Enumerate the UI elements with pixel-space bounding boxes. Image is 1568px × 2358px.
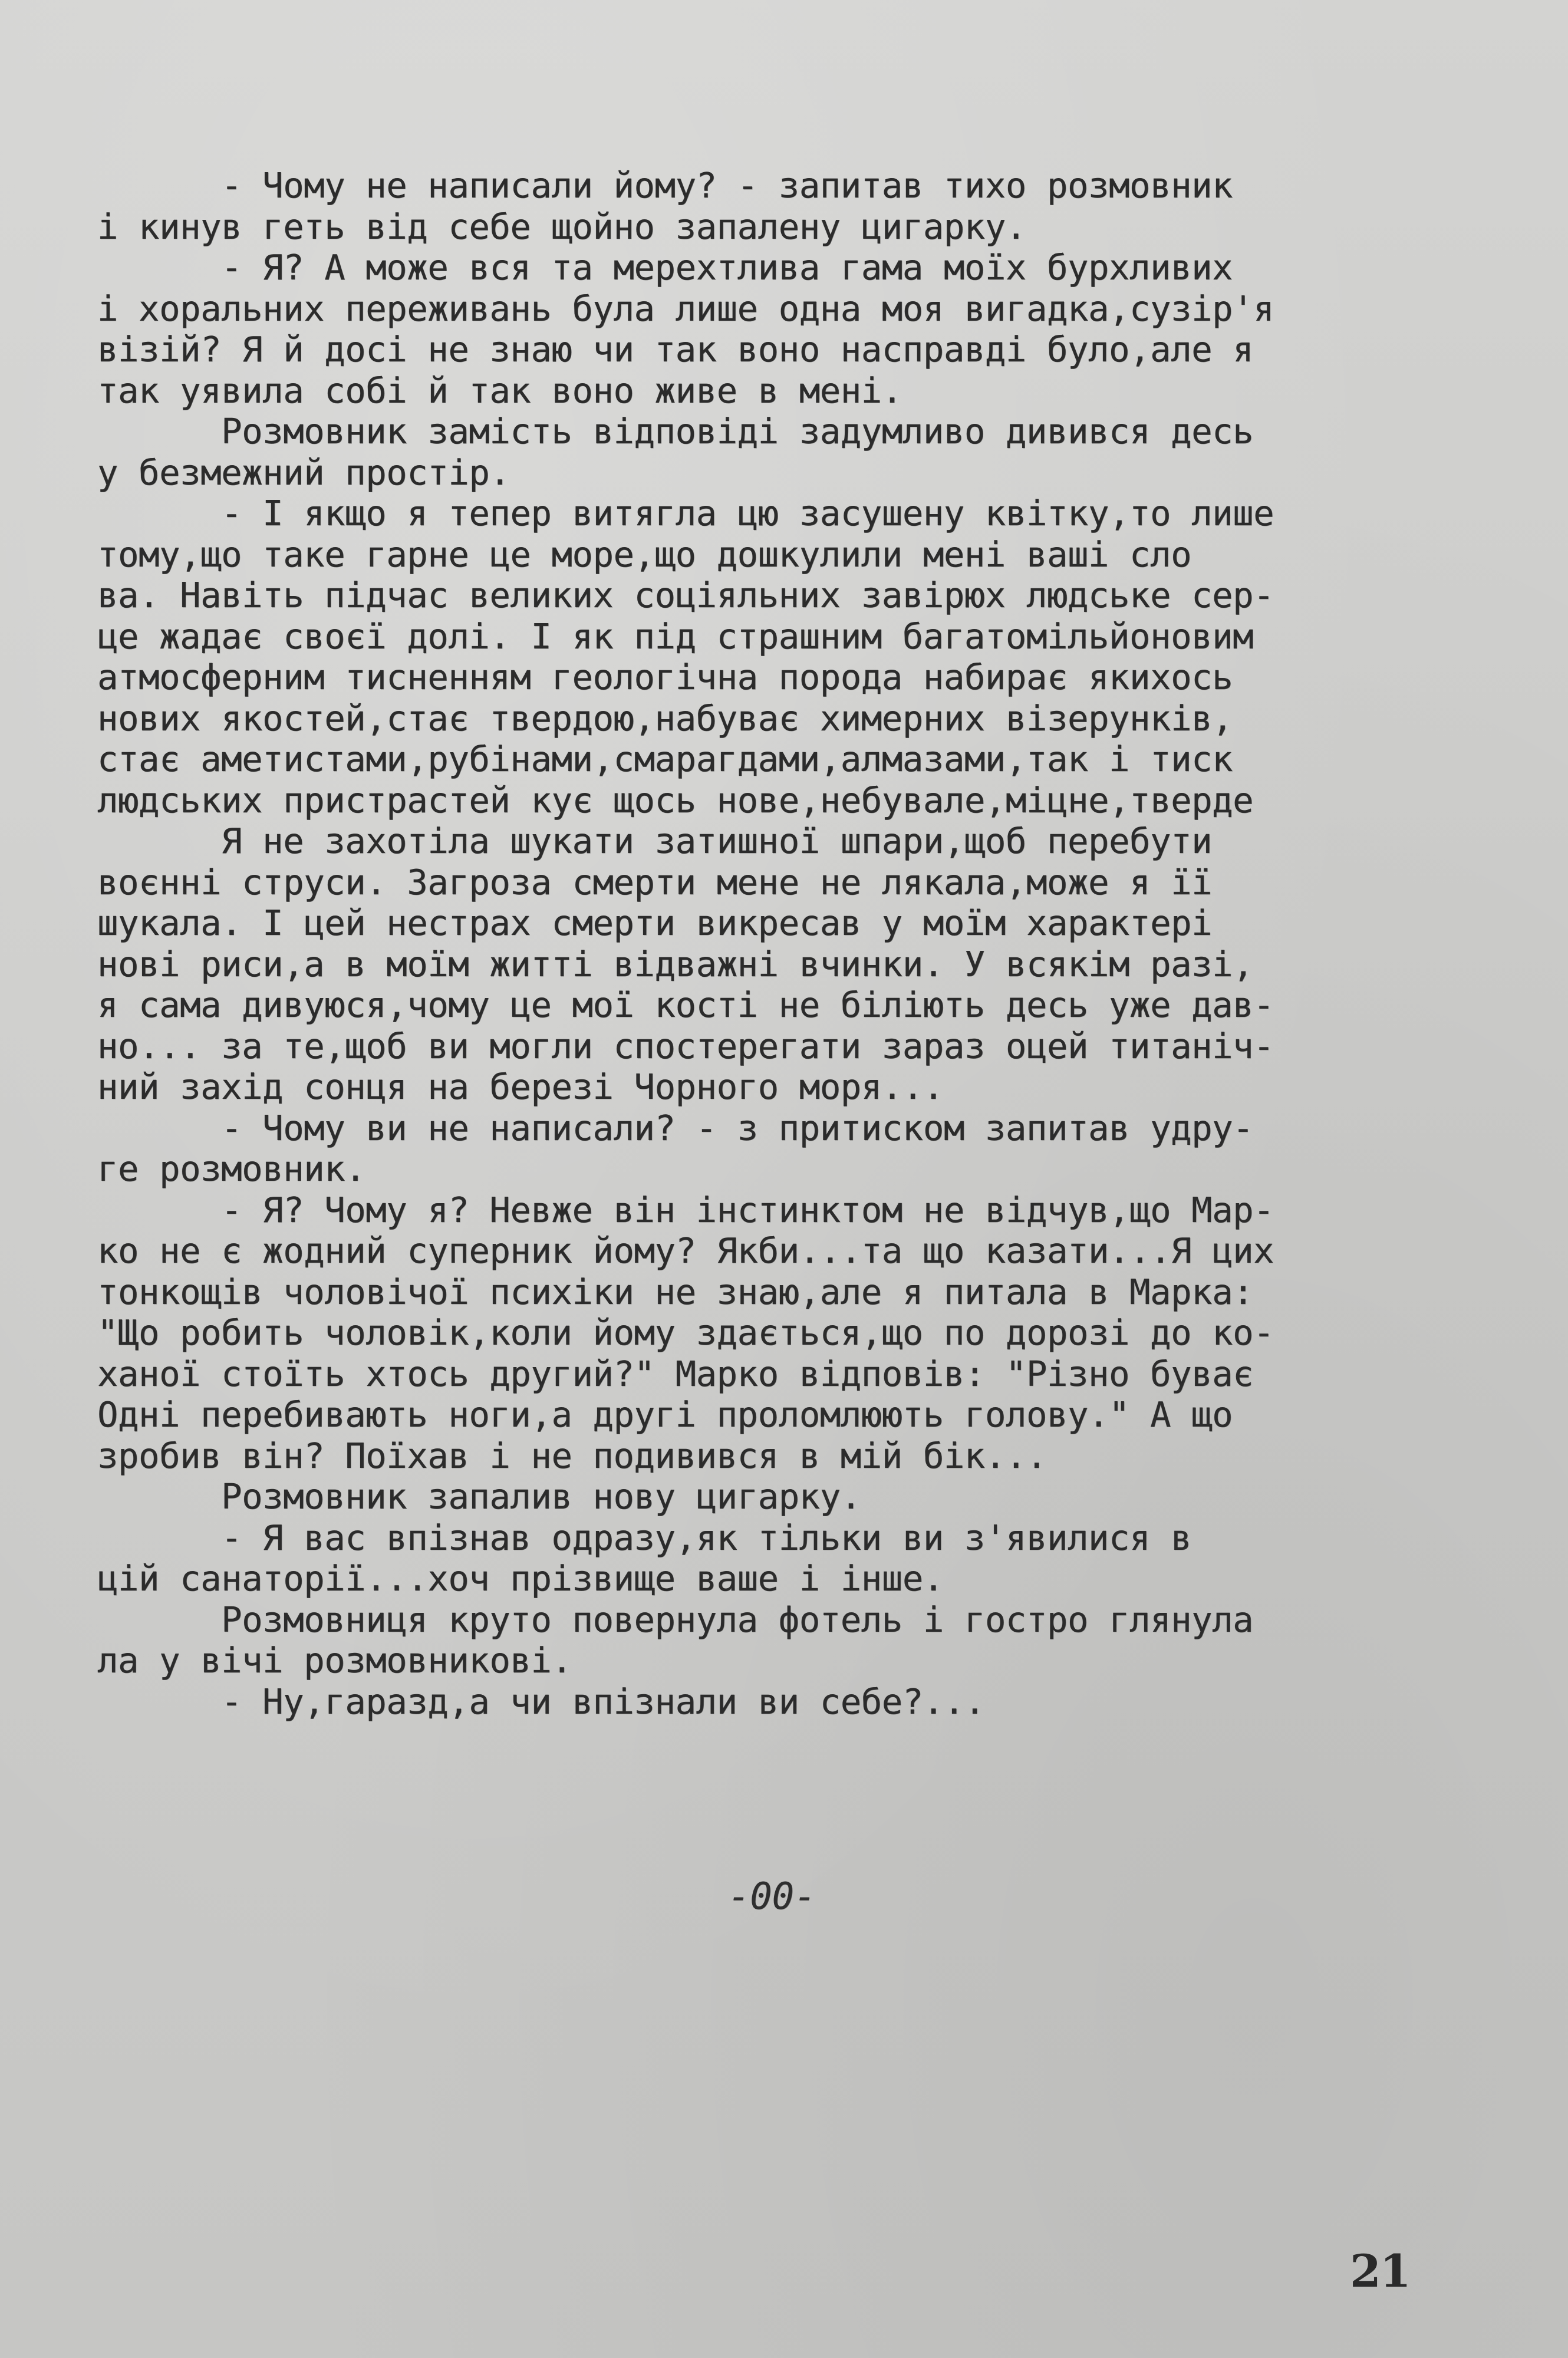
text-line: так уявила собі й так воно живе в мені. (97, 370, 902, 411)
text-line: "Що робить чоловік,коли йому здається,що по дорозі до ко- (97, 1312, 1274, 1353)
text-line: Одні перебивають ноги,а другі проломлюють голову." А що (97, 1394, 1233, 1435)
text-line: - Я? А може вся та мерехтлива гама моїх бурхливих (97, 247, 1233, 288)
text-line: і хоральних переживань була лише одна моя вигадка,сузір'я (97, 288, 1274, 329)
text-line: - Чому не написали йому? - запитав тихо розмовник (97, 165, 1233, 206)
text-line: - І якщо я тепер витягла цю засушену квітку,то лише (97, 493, 1274, 533)
text-line: нові риси,а в моїм житті відважні вчинки. У всякім разі, (97, 943, 1254, 984)
text-line: ко не є жодний суперник йому? Якби...та що казати...Я цих (97, 1230, 1274, 1271)
text-line: у безмежний простір. (97, 452, 510, 493)
text-line: ла у вічі розмовникові. (97, 1640, 572, 1681)
text-line: Я не захотіла шукати затишної шпари,щоб перебути (97, 821, 1213, 861)
text-line: візій? Я й досі не знаю чи так воно насправді було,але я (97, 329, 1254, 370)
text-line: ге розмовник. (97, 1148, 366, 1189)
text-line: нових якостей,стає твердою,набуває химерних візерунків, (97, 697, 1233, 739)
page-marker: -00- (728, 1875, 816, 1918)
text-line: цій санаторії...хоч прізвище ваше і інше. (97, 1558, 944, 1599)
text-line: Розмовник замість відповіді задумливо дивився десь (97, 411, 1254, 452)
text-line: тонкощів чоловічої психіки не знаю,але я питала в Марка: (97, 1271, 1254, 1312)
text-line: я сама дивуюся,чому це мої кості не біліють десь уже дав- (97, 984, 1274, 1025)
text-line: зробив він? Поїхав і не подивився в мій бік... (97, 1435, 1047, 1476)
text-line: це жадає своєї долі. І як під страшним багатомільйоновим (97, 615, 1254, 657)
text-line: атмосферним тисненням геологічна порода набирає якихось (97, 657, 1233, 697)
page-number: 21 (1350, 2245, 1410, 2297)
text-line: - Я вас впізнав одразу,як тільки ви з'явилися в (97, 1517, 1192, 1558)
text-line: Розмовник запалив нову цигарку. (97, 1476, 861, 1517)
text-line: но... за те,щоб ви могли спостерегати зараз оцей титаніч- (97, 1025, 1274, 1066)
text-line: людських пристрастей кує щось нове,небувале,міцне,тверде (97, 779, 1254, 821)
text-line: шукала. І цей нестрах смерти викресав у моїм характері (97, 903, 1213, 943)
text-line: Розмовниця круто повернула фотель і гостро глянула (97, 1599, 1254, 1640)
text-line: - Я? Чому я? Невже він інстинктом не відчув,що Мар- (97, 1189, 1274, 1230)
text-line: і кинув геть від себе щойно запалену цигарку. (97, 206, 1026, 247)
text-line: - Чому ви не написали? - з притиском запитав удру- (97, 1107, 1254, 1148)
text-line: тому,що таке гарне це море,що дошкулили мені ваші сло (97, 533, 1192, 575)
text-line: - Ну,гаразд,а чи впізнали ви себе?... (97, 1681, 985, 1722)
text-line: стає аметистами,рубінами,смарагдами,алмазами,так і тиск (97, 739, 1233, 779)
text-line: воєнні струси. Загроза смерти мене не лякала,може я її (97, 861, 1213, 903)
text-line: ний захід сонця на березі Чорного моря... (97, 1066, 944, 1107)
text-line: ва. Навіть підчас великих соціяльних завірюх людське сер- (97, 575, 1274, 615)
typescript-body (97, 165, 1524, 1722)
text-line: ханої стоїть хтось другий?" Марко відповів: "Різно буває (97, 1353, 1254, 1394)
